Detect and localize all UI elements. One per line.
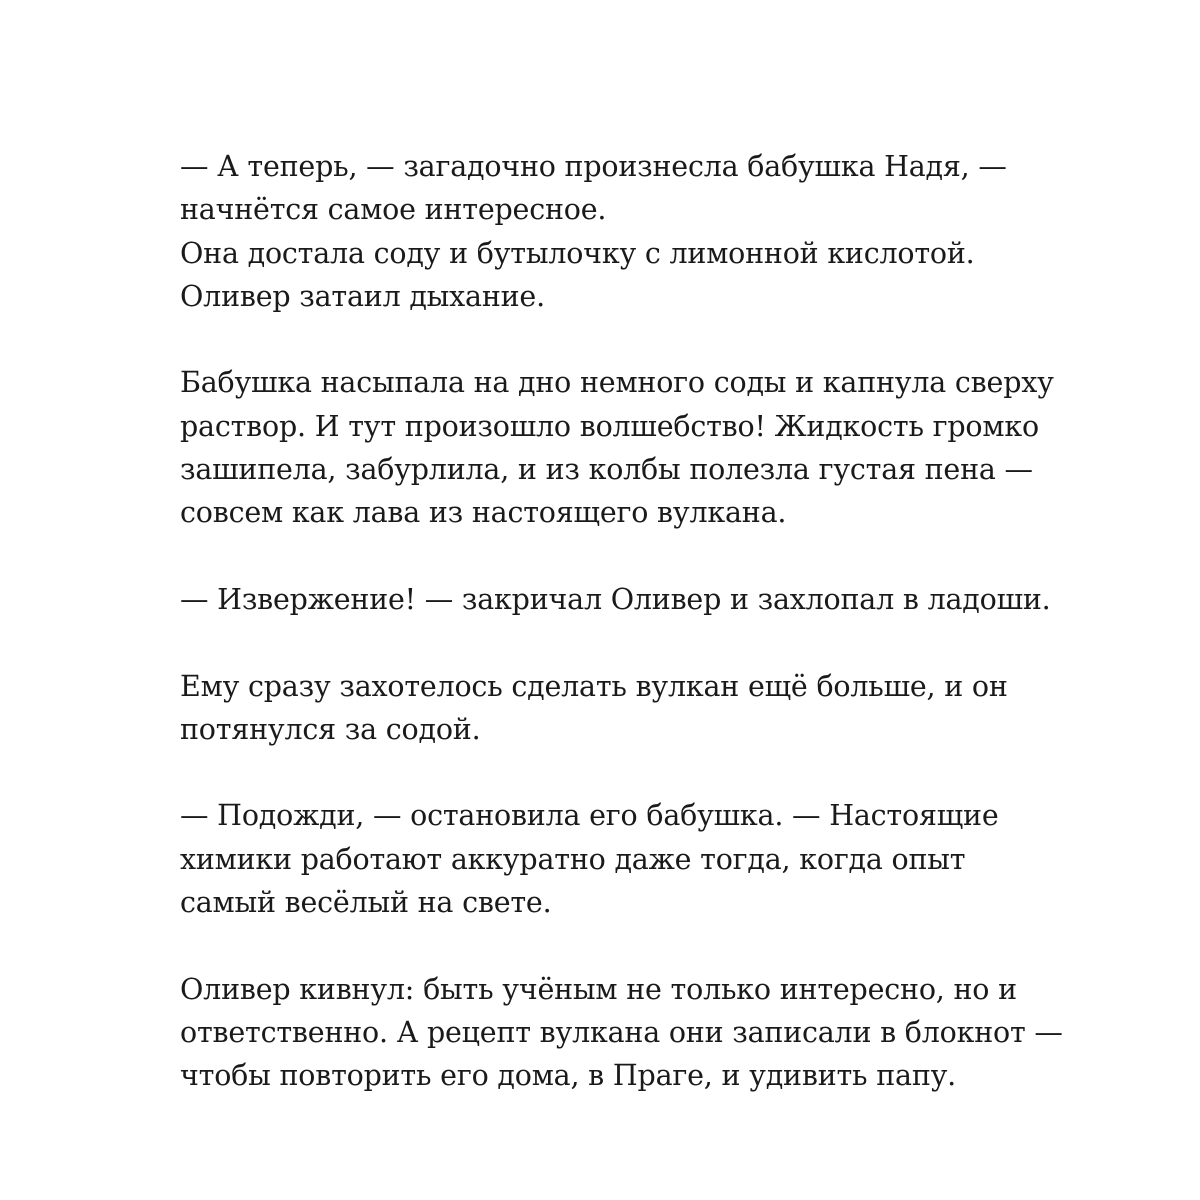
text-line: потянулся за содой.: [180, 712, 481, 746]
text-line: совсем как лава из настоящего вулкана.: [180, 496, 787, 530]
story-text: [180, 145, 1120, 1141]
paragraph-6: [180, 968, 1120, 1098]
text-line: Оливер кивнул: быть учёным не только интересно, но и: [180, 972, 1017, 1006]
text-line: — Извержение! — закричал Оливер и захлопал в ладоши.: [180, 582, 1051, 616]
paragraph-3: [180, 578, 1120, 621]
text-line: химики работают аккуратно даже тогда, когда опыт: [180, 842, 966, 876]
text-line: Оливер затаил дыхание.: [180, 279, 545, 313]
text-line: — Подожди, — остановила его бабушка. — Настоящие: [180, 799, 999, 833]
text-line: самый весёлый на свете.: [180, 886, 552, 920]
text-line: начнётся самое интересное.: [180, 193, 607, 227]
text-line: ответственно. А рецепт вулкана они записали в блокнот —: [180, 1015, 1063, 1049]
text-line: раствор. И тут произошло волшебство! Жидкость громко: [180, 409, 1039, 443]
text-line: Она достала соду и бутылочку с лимонной кислотой.: [180, 236, 975, 270]
text-line: Ему сразу захотелось сделать вулкан ещё больше, и он: [180, 669, 1008, 703]
text-line: Бабушка насыпала на дно немного соды и капнула сверху: [180, 366, 1054, 400]
text-line: — А теперь, — загадочно произнесла бабушка Надя, —: [180, 150, 1007, 183]
paragraph-5: [180, 794, 1120, 924]
text-line: чтобы повторить его дома, в Праге, и удивить папу.: [180, 1059, 957, 1093]
paragraph-4: [180, 665, 1120, 752]
text-line: зашипела, забурлила, и из колбы полезла густая пена —: [180, 453, 1033, 487]
paragraph-2: [180, 361, 1120, 534]
paragraph-1: [180, 145, 1120, 318]
